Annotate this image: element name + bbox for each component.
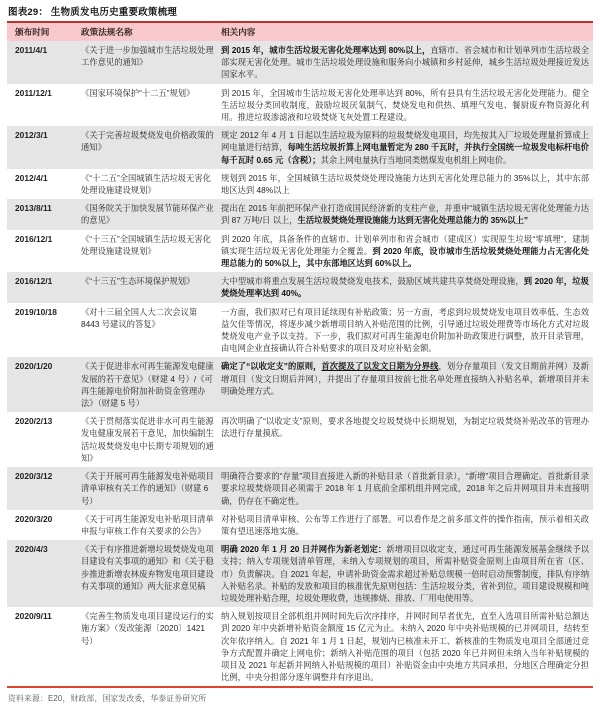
col-header-policy-name: 政策法规名称	[79, 22, 219, 41]
figure-title: 图表29： 生物质发电历史重要政策梳理	[8, 7, 178, 18]
content-cell	[219, 607, 593, 686]
date-cell: 2019/10/18	[15, 306, 57, 317]
policy-row	[7, 230, 593, 273]
content-segment: 一方面，我们拟对已有项目延续现有补贴政策；另一方面，考虑到垃圾焚烧发电项目效率低、生态效益欠佳等情况，将逐步减少新增项目纳入补贴范围的比例，引导通过垃圾处理费等市场化方式对垃圾焚烧发电产业予以支持。下一步，我们拟对可再生能源电价附加补助政策进行调整，放开目录管理，由电网企业直接确认符合补贴要求的项目及对应补贴金额。	[221, 306, 589, 354]
content-segment: 大中型城市将重点发展生活垃圾焚烧发电技术，鼓励区域共建共享焚烧处理设施，	[221, 276, 524, 287]
content-segment: 规划到 2015 年，全国城镇生活垃圾焚烧处理设施能力达到无害化处理总能力的 35%以上，其中东部地区达到 48%以上	[221, 172, 589, 196]
policy-table-body	[7, 41, 593, 686]
content-cell	[219, 41, 593, 84]
date-cell: 2016/12/1	[15, 276, 53, 287]
date-cell: 2016/12/1	[15, 233, 53, 244]
date-cell: 2012/3/1	[15, 130, 48, 141]
content-segment: 纳入规划按项目全部机组并网时间先后次序排序，并网时间早者优先，直至入选项目所需补贴总额达到 2020 年中央新增补贴资金额度 15 亿元为止。未纳入 2020 年中央补贴规模的已并网项目，结转至次年依序纳入。自 2021 年 1 月 1 日起，规划内已核准未开工、新核准的生物质发电项目全部通过竞争方式配置并确定上网电价；新纳入补贴范围的项目（包括 2020 年已并网但未纳入当年补贴规模的项目及 2021 年起新并网纳入补贴规模的项目）补贴资金由中央地方共同承担，分地区合理确定分担比例，中央分担部分逐年调整并有序退出。	[221, 611, 589, 683]
content-segment: 到 2015 年，城市生活垃圾无害化处理率达到 80%以上，	[221, 45, 431, 55]
policy-name-cell: 《国务院关于加快发展节能环保产业的意见》	[81, 203, 214, 226]
policy-row	[7, 540, 593, 607]
policy-row	[7, 467, 593, 510]
content-segment: 到 2020 年底，设市城市生活垃圾焚烧处理能力占无害化处理总能力的 50%以上，其中东部地区达到 60%以上。	[221, 245, 589, 269]
content-cell	[219, 84, 593, 127]
date-cell: 2020/3/20	[15, 513, 53, 524]
date-cell: 2020/2/13	[15, 416, 53, 427]
content-segment: 规定 2012 年 4 月 1 日起以生活垃圾为原料的垃圾焚烧发电项目，均先按其入厂垃圾处理量折算成上网电量进行结算，	[221, 130, 589, 153]
policy-row	[7, 84, 593, 127]
content-segment: 新增项目以收定支，通过可再生能源发展基金继续予以支持；纳入专项规划清单管理，未纳入专项规划的项目，所需补贴资金原则上由项目所在省（区、市）负责解决。自 2021 年起，申请补助资金需求超过补贴总规模一倍时启动预警制度，排队有序纳入补贴名录。补贴的发放和项目的核准优先原则包括：生活垃圾分类，省补到位，项目建设规模和吨垃圾处理补贴合理，垃圾处理收费，违规掺烧、排放、厂用电使用等。	[221, 544, 589, 603]
date-cell: 2020/3/12	[15, 471, 53, 482]
source-note: 资料来源：E20，财政部，国家发改委，华泰证券研究所	[8, 694, 207, 704]
content-segment: 明确符合要求的“存量”项目直接进入新的补贴目录（首批新目录），“新增”项目合理确定。首批新目录要求垃圾焚烧项目必须需于 2018 年 1 月底前全部机组并网完成，2018 年之后并网项目并未直接明确，仍存在不确定性。	[221, 471, 589, 506]
policy-row	[7, 199, 593, 229]
content-cell	[219, 540, 593, 607]
date-cell: 2020/4/3	[15, 544, 48, 555]
content-segment: 到 2020 年，垃圾焚烧处理率达到 40%。	[221, 276, 589, 299]
policy-name-cell: 《“十二五”全国城镇生活垃圾无害化处理设施建设规划》	[81, 172, 211, 196]
date-cell: 2012/4/1	[15, 172, 48, 183]
content-segment: 再次明确了“以收定支”原则，要求各地提交垃圾焚烧中长期规划，为制定垃圾焚烧补贴改革的管理办法进行存量摸底。	[221, 416, 589, 439]
content-segment: 到 2020 年底，具备条件的直辖市、计划单列市和省会城市（建成区）实现原生垃圾“零填埋”，建制镇实现生活垃圾无害化处理能力全覆盖。	[221, 233, 589, 256]
col-header-date: 颁布时间	[7, 22, 79, 41]
content-segment: 到 2015 年，全国城市生活垃圾无害化处理率达到 80%，所有县具有生活垃圾无害化处理能力。健全生活垃圾分类回收制度，鼓励垃圾厌氧制气、焚烧发电和供热、填埋气发电、餐厨废弃物资源化利用。推进垃圾渗滤液和垃圾焚烧飞灰处置工程建设。	[221, 87, 589, 123]
date-cell: 2013/8/11	[15, 203, 52, 214]
policy-name-cell: 《关于可再生能源发电补贴项目清单申报与审核工作有关要求的公告》	[81, 513, 214, 536]
policy-name-cell: 《关于完善垃圾焚烧发电价格政策的通知》	[81, 130, 214, 153]
policy-name-cell: 《关于促进非水可再生能源发电健康发展的若干意见》（财建 4 号）/《可再生能源电价附加补助资金管理办法》（财建 5 号）	[81, 361, 214, 409]
content-cell	[219, 412, 593, 467]
content-segment: 对补贴项目清单审核、公布等工作进行了部署。可以看作是之前多部文件的操作指南，预示着相关政策有望迅速落地实施。	[221, 513, 589, 536]
content-segment: 明确 2020 年 1 月 20 日并网作为新老划定：	[221, 544, 387, 555]
content-cell	[219, 199, 593, 229]
content-cell	[219, 467, 593, 510]
policy-name-cell: 《“十三五”生态环境保护规划》	[81, 276, 195, 287]
date-cell: 2011/12/1	[15, 87, 52, 98]
content-segment: 每吨生活垃圾折算上网电量暂定为 280 千瓦时，并执行全国统一垃圾发电标杆电价每千瓦时 0.65 元（含税）；	[221, 142, 589, 165]
policy-row	[7, 412, 593, 467]
policy-name-cell: 《完善生物质发电项目建设运行的实施方案》（发改能源〔2020〕1421 号）	[81, 611, 214, 646]
policy-row	[7, 41, 593, 84]
policy-name-cell: 《关于开展可再生能源发电补贴项目清单审核有关工作的通知》（财建 6 号）	[81, 471, 214, 506]
policy-name-cell: 《国家环境保护“十二五”规划》	[81, 87, 195, 98]
table-header-row	[7, 22, 593, 41]
policy-name-cell: 《对十三届全国人大二次会议第 8443 号建议的答复》	[81, 306, 198, 329]
content-segment: 提出在 2015 年前把环保产业打造成国民经济新的支柱产业，并重申“城镇生活垃圾无害化处理能力达到 87 万吨/日 以上，	[221, 203, 589, 226]
policy-row	[7, 169, 593, 199]
policy-row	[7, 510, 593, 540]
policy-row	[7, 303, 593, 358]
col-header-content: 相关内容	[219, 22, 593, 41]
content-cell	[219, 510, 593, 540]
policy-row	[7, 272, 593, 302]
content-cell	[219, 303, 593, 358]
policy-row	[7, 126, 593, 169]
content-segment: 其余上网电量执行当地同类燃煤发电机组上网电价。	[320, 154, 512, 165]
policy-row	[7, 357, 593, 412]
policy-name-cell: 《关于进一步加强城市生活垃圾处理工作意见的通知》	[81, 45, 214, 68]
policy-row	[7, 607, 593, 686]
content-segment: 生活垃圾焚烧处理设施能力达到无害化处理总能力的 35%以上”	[297, 215, 529, 226]
content-segment: ，划分存量项目（发文日期前并网）及新增项目（发文日期后并网），并提出了存量项目按前七批名单处理直接纳入补贴名单，新增项目并未明确处理方式。	[221, 361, 589, 396]
content-segment: 确定了“以收定支”的原则，	[221, 361, 322, 372]
content-segment: 直辖市、省会城市和计划单列市生活垃圾全部实现无害化处理。城市生活垃圾处理设施和服务向小城镇和乡村延伸，城乡生活垃圾处理接近发达国家水平。	[221, 45, 589, 80]
content-cell	[219, 169, 593, 199]
content-cell	[219, 272, 593, 302]
content-cell	[219, 230, 593, 273]
policy-name-cell: 《“十三五”全国城镇生活垃圾无害化处理设施建设规划》	[81, 233, 211, 256]
policy-name-cell: 《关于有序推进新增垃圾焚烧发电项目建设有关事项的通知》和《关于稳步推进新增农林废弃物发电项目建设有关事项的通知》两大征求意见稿	[81, 544, 214, 591]
content-segment: 首次提及了以发文日期为分界线	[321, 361, 439, 372]
policy-name-cell: 《关于贯彻落实促进非水可再生能源发电健康发展若干意见，加快编制生活垃圾焚烧发电中长期专项规划的通知》	[81, 416, 214, 463]
date-cell: 2020/1/20	[15, 361, 53, 372]
policy-table	[7, 21, 593, 686]
content-cell	[219, 126, 593, 169]
content-cell	[219, 357, 593, 412]
date-cell: 2020/9/11	[15, 611, 52, 622]
date-cell: 2011/4/1	[15, 45, 48, 55]
